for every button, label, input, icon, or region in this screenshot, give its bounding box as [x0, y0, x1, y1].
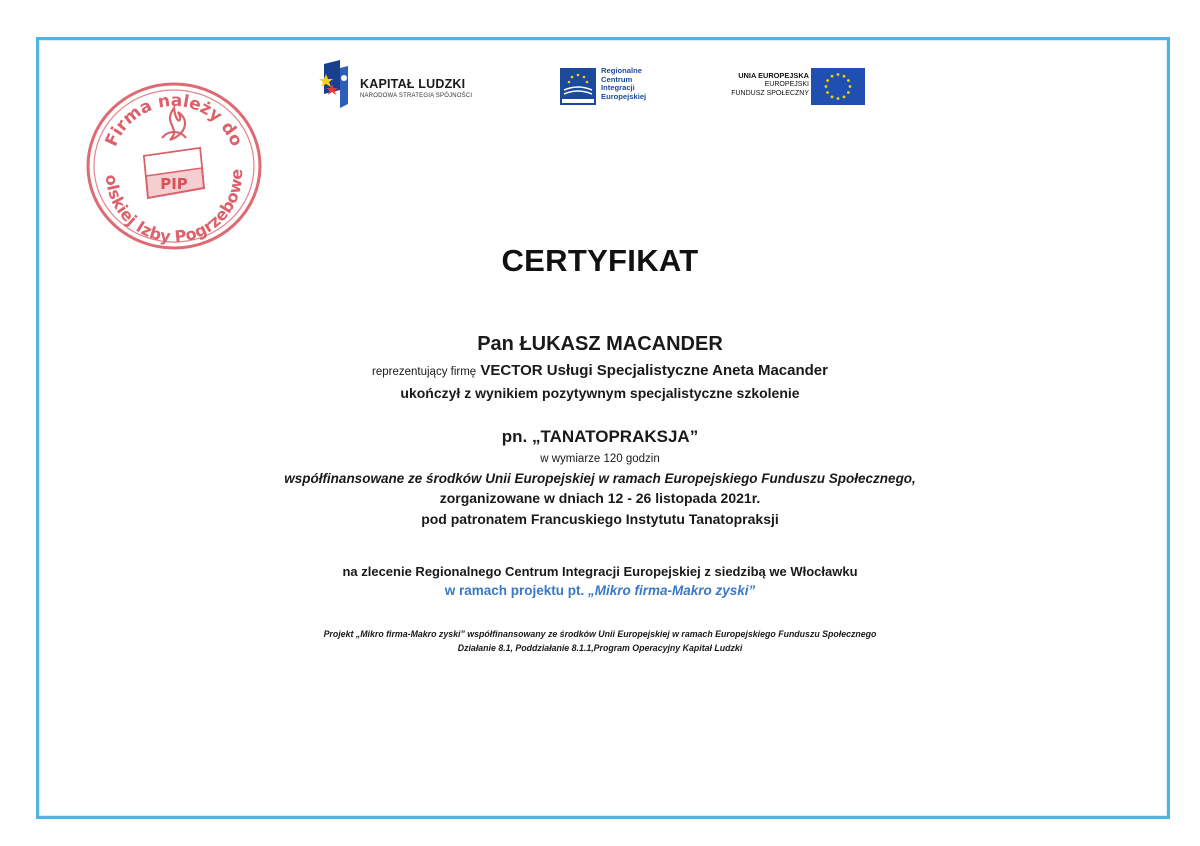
- project-name: „Mikro firma-Makro zyski”: [587, 583, 756, 598]
- kapital-ludzki-title: KAPITAŁ LUDZKI: [360, 77, 466, 91]
- eu-star: [826, 79, 829, 82]
- eu-star: [837, 73, 840, 76]
- commission-line: na zlecenie Regionalnego Centrum Integracji Europejskiej z siedzibą we Włocławku: [342, 564, 858, 579]
- course-hours: w wymiarze 120 godzin: [540, 453, 660, 465]
- eu-star: [849, 85, 852, 88]
- stamp-top-text: Firma należy do: [101, 90, 247, 150]
- eu-star: [837, 97, 840, 100]
- representing-line: [0, 362, 1200, 379]
- footer-line-2: Działanie 8.1, Poddziałanie 8.1.1,Program Operacyjny Kapitał Ludzki: [457, 643, 743, 653]
- kapital-ludzki-emblem-icon: [318, 60, 358, 110]
- stamp-bottom-text: olskiej Izby Pogrzebowe: [101, 168, 247, 247]
- eu-star: [843, 95, 846, 98]
- kapital-ludzki-subtitle: NARODOWA STRATEGIA SPÓJNOŚCI: [360, 93, 473, 99]
- stamp-emblem-text: PIP: [160, 175, 188, 193]
- eu-star: [847, 91, 850, 94]
- eu-logo: [724, 66, 869, 108]
- eu-star: [843, 75, 846, 78]
- certificate-title: CERTYFIKAT: [501, 243, 699, 278]
- completion-line: ukończył z wynikiem pozytywnym specjalistyczne szkolenie: [400, 385, 800, 401]
- company-name: VECTOR Usługi Specjalistyczne Aneta Macander: [480, 362, 828, 379]
- footer-line-1: Projekt „Mikro firma-Makro zyski” współfinansowany ze środków Unii Europejskiej w ramach Europejskiego Funduszu Społecznego: [323, 629, 877, 639]
- repr-prefix: reprezentujący firmę: [372, 366, 477, 378]
- eu-flag-icon: [811, 68, 865, 105]
- project-line: [0, 583, 1200, 598]
- eu-star: [831, 75, 834, 78]
- rcie-logo: [560, 67, 660, 109]
- rcie-name: [601, 67, 646, 101]
- rcie-line: Regionalne: [601, 66, 642, 75]
- cofinancing-line: współfinansowane ze środków Unii Europejskiej w ramach Europejskiego Funduszu Społecznego,: [284, 471, 916, 486]
- eu-line-3: FUNDUSZ SPOŁECZNY: [731, 90, 809, 97]
- eu-star: [825, 85, 828, 88]
- rcie-emblem-icon: [560, 68, 596, 105]
- eu-star: [831, 95, 834, 98]
- dates-line: zorganizowane w dniach 12 - 26 listopada 2021r.: [439, 490, 761, 506]
- eu-line-1: UNIA EUROPEJSKA: [738, 71, 809, 80]
- patronage-line: pod patronatem Francuskiego Instytutu Tanatopraksji: [421, 511, 779, 527]
- recipient-name: Pan ŁUKASZ MACANDER: [477, 333, 723, 355]
- eu-star: [826, 91, 829, 94]
- eu-line-2: EUROPEJSKI: [764, 81, 809, 88]
- rcie-line: Europejskiej: [601, 91, 647, 101]
- pip-stamp: [82, 76, 266, 252]
- course-name: pn. „TANATOPRAKSJA”: [501, 427, 699, 446]
- project-prefix: w ramach projektu pt.: [444, 583, 585, 598]
- eu-text: [731, 71, 809, 98]
- eu-star: [847, 79, 850, 82]
- kapital-ludzki-logo: [318, 60, 478, 110]
- rcie-line: Centrum: [601, 74, 633, 84]
- rcie-line: Integracji: [601, 83, 635, 93]
